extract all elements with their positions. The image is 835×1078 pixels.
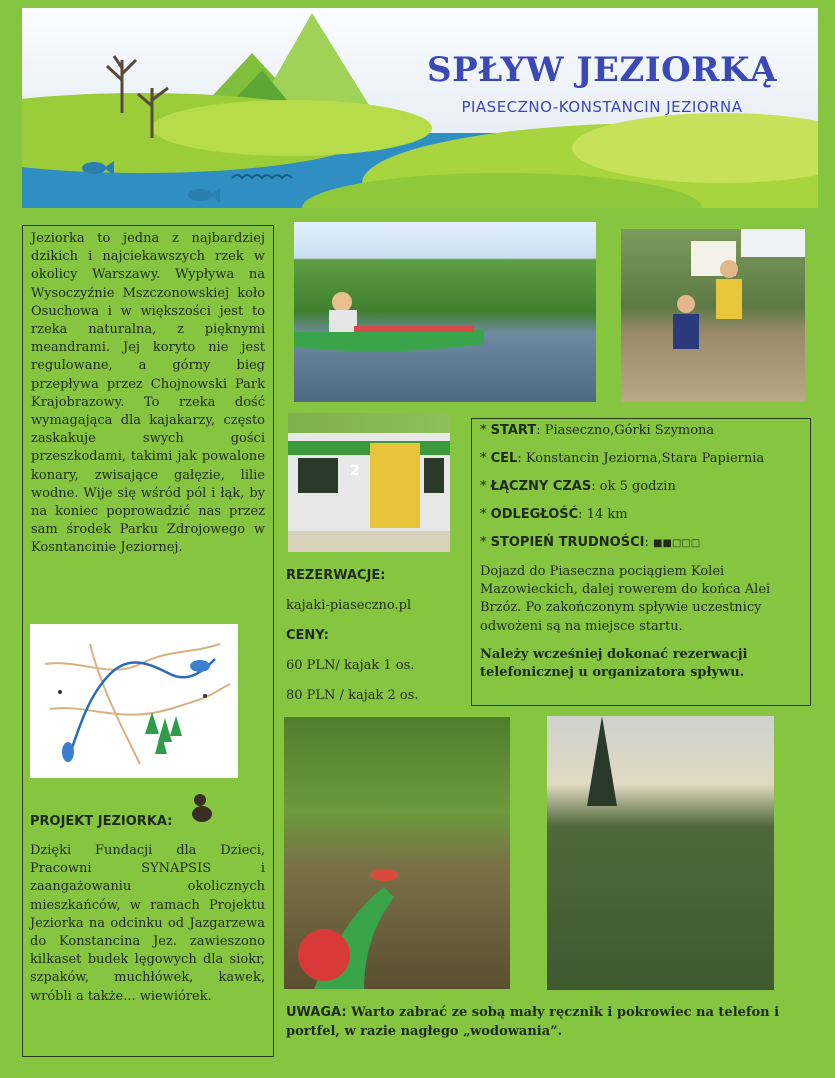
project-heading: PROJEKT JEZIORKA: (30, 814, 173, 829)
family-photo (621, 229, 805, 402)
trip-info-box (471, 418, 811, 706)
river-photo (284, 717, 510, 989)
booking-contact[interactable]: kajaki-piaseczno.pl (286, 598, 412, 613)
info-end: * CEL: Konstancin Jeziorna,Stara Papiernia (480, 451, 765, 466)
page-title: SPŁYW JEZIORKĄ (427, 50, 777, 90)
info-difficulty: * STOPIEŃ TRUDNOŚCI: ■■□□□ (480, 535, 701, 550)
meadow-photo (547, 716, 774, 990)
page-subtitle: PIASECZNO-KONSTANCIN JEZIORNA (461, 98, 743, 116)
booking-heading: REZERWACJE: (286, 568, 386, 583)
intro-text: Jeziorka to jedna z najbardziej dzikich i najciekawszych rzek w okolicy Warszawy. Wypływa na Wysoczyźnie Mszczonowskiej koło Osuchowa i w większości jest to rzeka naturalna, z pięknymi meandrami. Jej koryto nie jest regulowane, a górny bieg przepływa przez Chojnowski Park Krajobrazowy. To rzeka dość wymagająca dla kajakarzy, często zaskakuje swych gości przeszkodami, takimi jak powalone konary, zwisające gałęzie, lilie wodne. Wije się wśród pól i łąk, by na koniec poprowadzić nas przez sam środek Parku Zdrojowego w Kosntancinie Jeziornej. (31, 231, 265, 556)
kayak-photo (294, 222, 596, 402)
info-time: * ŁĄCZNY CZAS: ok 5 godzin (480, 479, 676, 494)
project-text: Dzięki Fundacji dla Dzieci, Pracowni SYNAPSIS i zaangażowaniu okolicznych mieszkańców, w ramach Projektu Jeziorka na odcinku od Jazgarzewa do Konstancina Jez. zawieszono kilkaset budek lęgowych dla siokr, szpaków, muchłówek, kawek, wróbli a także... wiewiórek. (30, 843, 265, 1004)
price-single-kayak: 60 PLN/ kajak 1 os. (286, 658, 415, 673)
train-photo (288, 413, 450, 552)
route-map (30, 624, 238, 778)
prices-heading: CENY: (286, 628, 329, 643)
warning-note (286, 1004, 816, 1041)
info-distance: * ODLEGŁOŚĆ: 14 km (480, 507, 628, 522)
header-banner (22, 8, 818, 208)
reservation-note: Należy wcześniej dokonać rezerwacji telefonicznej u organizatora spływu. (480, 646, 748, 681)
duck-icon (190, 792, 214, 824)
access-text: Dojazd do Piaseczna pociągiem Kolei Mazowieckich, dalej rowerem do końca Alei Brzóz. Po zakończonym spływie uczestnicy odwożeni są na miejsce startu. (480, 564, 771, 634)
warning-text: Warto zabrać ze sobą mały ręcznik i pokrowiec na telefon i portfel, w razie nagłego „wodowania”. (286, 1005, 780, 1039)
difficulty-rating: ■■□□□ (653, 538, 701, 549)
train-sign: 2 (350, 463, 360, 479)
price-double-kayak: 80 PLN / kajak 2 os. (286, 688, 419, 703)
info-start: * START: Piaseczno,Górki Szymona (480, 423, 715, 438)
warning-label: UWAGA: (286, 1005, 347, 1020)
